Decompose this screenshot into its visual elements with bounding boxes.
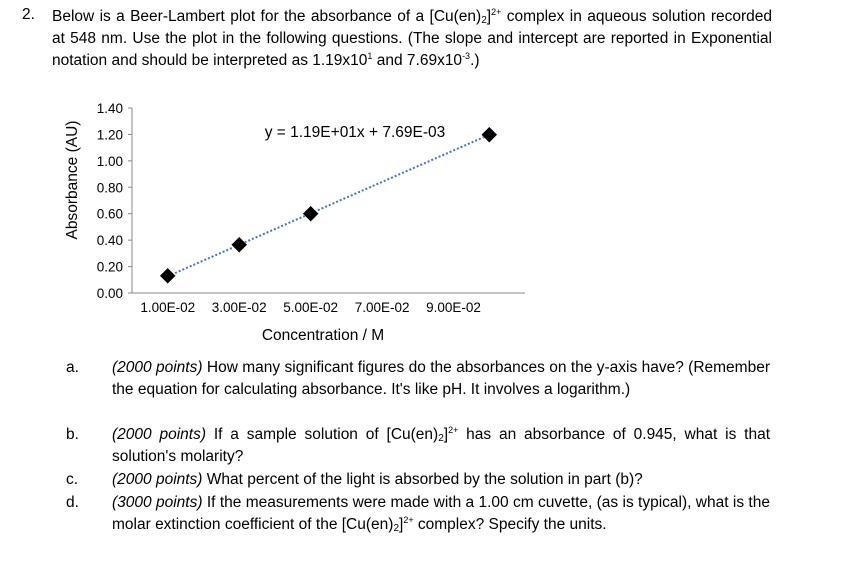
points-label: (2000 points) (112, 471, 203, 488)
question-sup3: -3 (462, 51, 471, 61)
subscript: 2 (438, 433, 444, 444)
data-point (231, 237, 247, 253)
question-seg3: complex in aqueous solution recorded at 548 nm. Use the plot in the following questions. (The slope and intercept are reported in Exponential notation and should be interpreted as 1.19x10 (52, 8, 772, 69)
points-label: (2000 points) (112, 426, 206, 443)
question-number: 2. (22, 6, 35, 23)
part-letter: a. (66, 359, 79, 376)
part-text (112, 424, 770, 468)
x-tick-label: 5.00E-02 (283, 300, 339, 315)
part-text-segment: complex? Specify the units. (413, 516, 607, 533)
x-tick-label: 3.00E-02 (211, 300, 267, 315)
data-point (160, 268, 176, 284)
question-text (52, 6, 772, 72)
points-label: (2000 points) (112, 359, 203, 376)
part-text-segment: If the measurements were made with a 1.00 cm cuvette, (as is typical), what is the molar extinction coefficient of the [Cu(en) (112, 494, 770, 533)
data-point (303, 206, 319, 222)
trendline (168, 135, 490, 277)
part-text-segment: How many significant figures do the absorbances on the y-axis have? (Remember the equation for calculating absorbance. It's like pH. It involves a logarithm.) (112, 359, 770, 398)
data-points (160, 127, 498, 284)
part-text-segment: What percent of the light is absorbed by the solution in part (b)? (202, 471, 643, 488)
y-tick-label: 1.20 (96, 127, 123, 143)
y-tick-label: 0.00 (96, 286, 123, 301)
y-tick-label: 1.00 (96, 153, 123, 169)
y-axis-ticks (97, 101, 132, 301)
beer-lambert-chart (55, 95, 525, 350)
part-text (112, 357, 770, 401)
part-text-segment: ] (399, 516, 404, 533)
trendline-equation: y = 1.19E+01x + 7.69E-03 (264, 124, 446, 141)
part-text-segment: If a sample solution of [Cu(en) (206, 426, 439, 443)
question-seg5: .) (470, 52, 480, 69)
superscript: 2+ (448, 425, 459, 435)
part-text-segment: ] (443, 426, 449, 443)
question-sub1: 2 (481, 15, 487, 26)
part-text (112, 469, 770, 491)
question-seg2: ] (486, 8, 492, 25)
x-tick-label: 1.00E-02 (140, 300, 196, 315)
question-seg1: Below is a Beer-Lambert plot for the absorbance of a [Cu(en) (52, 8, 482, 25)
x-tick-label: 9.00E-02 (426, 300, 481, 315)
question-seg4: and 7.69x10 (372, 52, 463, 69)
y-tick-label: 0.40 (96, 233, 123, 249)
x-tick-label: 7.00E-02 (354, 300, 410, 315)
part-text (112, 492, 770, 536)
question-sup1: 2+ (491, 7, 502, 17)
part-letter: d. (66, 494, 79, 511)
superscript: 2+ (403, 515, 414, 525)
data-point (481, 127, 497, 143)
part-letter: c. (66, 471, 79, 488)
part-letter: b. (66, 426, 79, 443)
question-sup2: 1 (367, 51, 373, 61)
y-tick-label: 0.80 (96, 180, 123, 196)
y-tick-label: 0.60 (96, 206, 123, 222)
y-tick-label: 1.40 (96, 101, 123, 116)
y-tick-label: 0.20 (96, 259, 123, 275)
y-axis-title: Absorbance (AU) (64, 120, 81, 240)
subscript: 2 (393, 523, 399, 534)
part-text-segment: has an absorbance of 0.945, what is that solution's molarity? (112, 426, 770, 465)
points-label: (3000 points) (112, 494, 203, 511)
x-axis-ticks (140, 300, 481, 315)
x-axis-title: Concentration / M (261, 327, 385, 344)
